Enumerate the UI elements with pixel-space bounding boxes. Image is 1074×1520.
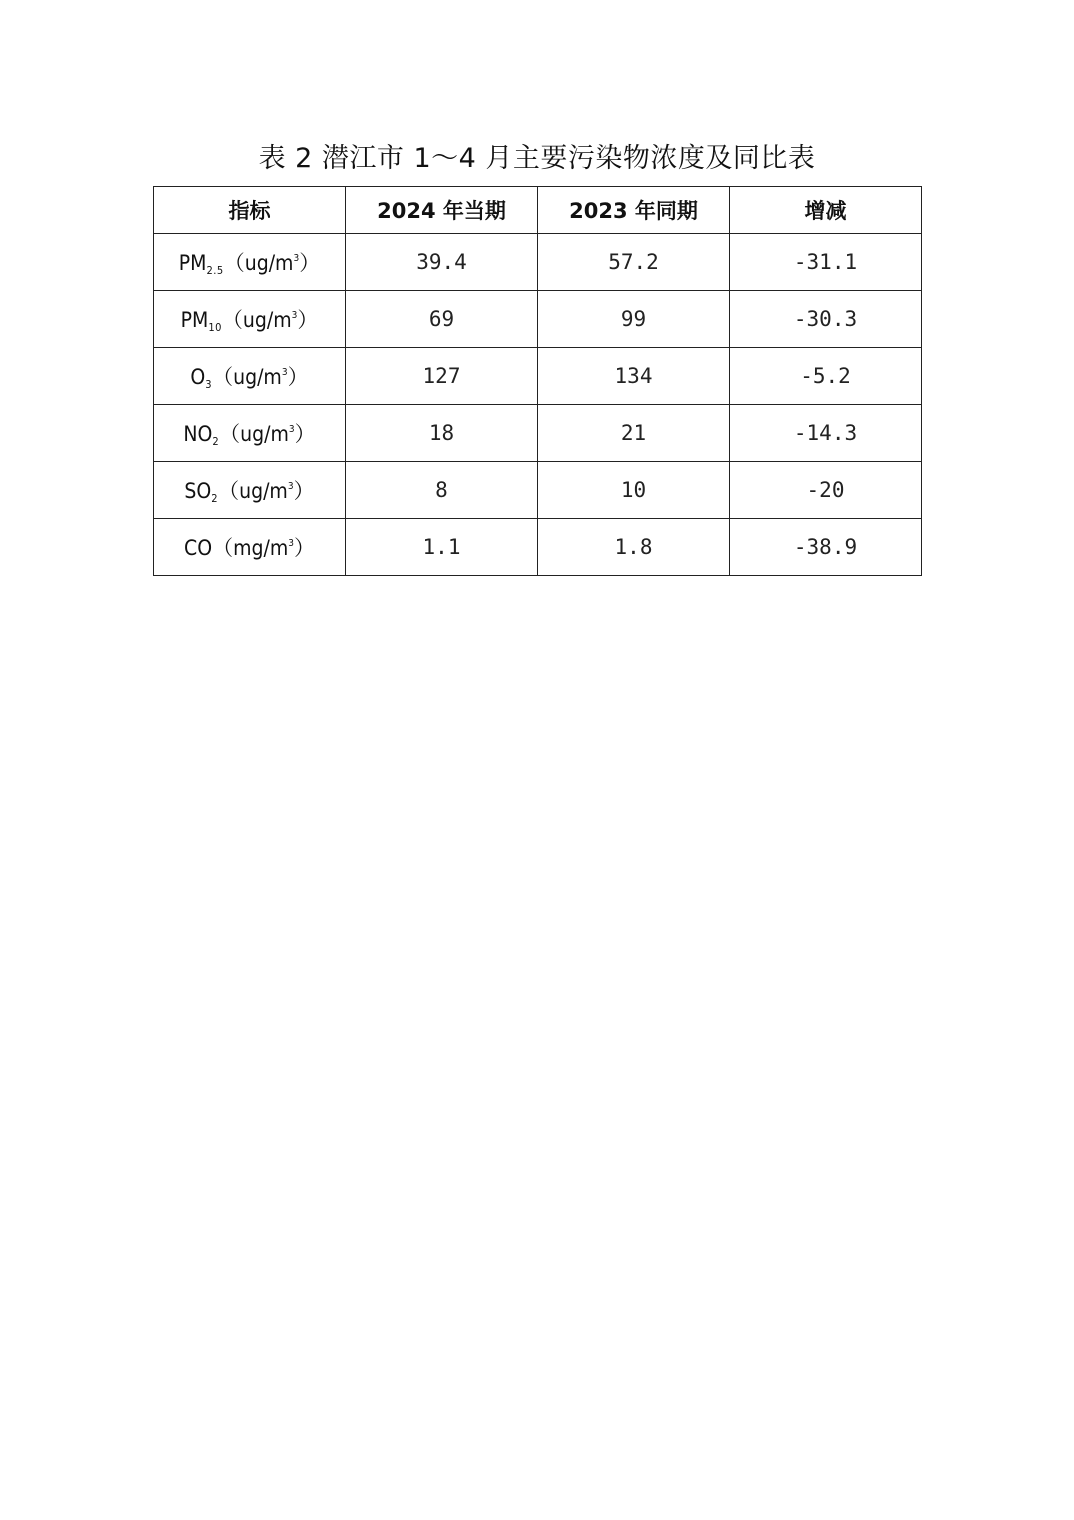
value-2024: 18 xyxy=(346,405,538,462)
value-change: -31.1 xyxy=(730,234,922,291)
value-2024: 69 xyxy=(346,291,538,348)
value-2024: 39.4 xyxy=(346,234,538,291)
table-row-so2 xyxy=(154,462,922,519)
metric-label: $SO_2(ug/m^3)$ xyxy=(154,462,346,519)
value-2023: 21 xyxy=(538,405,730,462)
header-metric: 指标 xyxy=(154,187,346,234)
table-header-row xyxy=(154,187,922,234)
metric-label: $NO_2(ug/m^3)$ xyxy=(154,405,346,462)
pollutant-table xyxy=(153,186,922,576)
value-2023: 57.2 xyxy=(538,234,730,291)
value-change: -5.2 xyxy=(730,348,922,405)
table-row-o3 xyxy=(154,348,922,405)
header-2024-current: 2024 年当期 xyxy=(346,187,538,234)
value-2024: 1.1 xyxy=(346,519,538,576)
header-2023-same-period: 2023 年同期 xyxy=(538,187,730,234)
value-2023: 134 xyxy=(538,348,730,405)
value-change: -14.3 xyxy=(730,405,922,462)
table-row-pm10 xyxy=(154,291,922,348)
table-row-no2 xyxy=(154,405,922,462)
value-2023: 1.8 xyxy=(538,519,730,576)
metric-label: $CO(mg/m^3)$ xyxy=(154,519,346,576)
value-change: -30.3 xyxy=(730,291,922,348)
table-row-pm25 xyxy=(154,234,922,291)
value-2024: 8 xyxy=(346,462,538,519)
metric-label: $PM_{10}(ug/m^3)$ xyxy=(154,291,346,348)
metric-label: $O_3(ug/m^3)$ xyxy=(154,348,346,405)
value-2024: 127 xyxy=(346,348,538,405)
value-change: -38.9 xyxy=(730,519,922,576)
table-row-co xyxy=(154,519,922,576)
header-change: 增减 xyxy=(730,187,922,234)
value-2023: 10 xyxy=(538,462,730,519)
metric-label: $PM_{2.5}(ug/m^3)$ xyxy=(154,234,346,291)
value-2023: 99 xyxy=(538,291,730,348)
table-title: 表 2 潜江市 1～4 月主要污染物浓度及同比表 xyxy=(258,143,816,174)
value-change: -20 xyxy=(730,462,922,519)
